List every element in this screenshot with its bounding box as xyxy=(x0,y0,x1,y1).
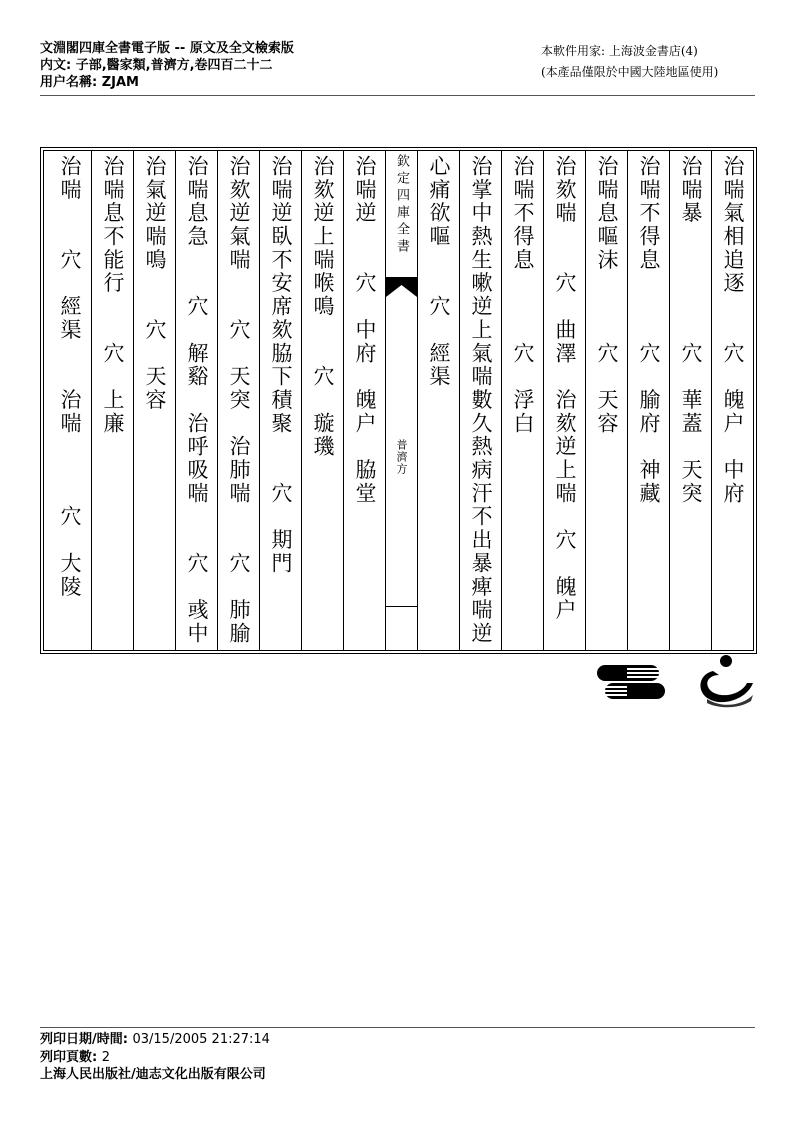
publisher: 上海人民出版社/迪志文化出版有限公司 xyxy=(40,1067,266,1082)
text-column xyxy=(301,151,343,650)
center-title: 欽定四庫全書 xyxy=(394,154,409,256)
column-text: 治喘息急 穴 解谿 治呼吸喘 穴 彧中 xyxy=(185,155,209,646)
header-license xyxy=(541,42,718,84)
text-column xyxy=(91,151,133,650)
text-column xyxy=(543,151,585,650)
header-user xyxy=(40,74,294,91)
text-column xyxy=(175,151,217,650)
column-text: 治欬逆上喘喉鳴 穴 璇璣 xyxy=(311,155,335,459)
center-divider xyxy=(386,606,417,607)
column-text: 治喘逆 穴 中府 魄户 脇堂 xyxy=(353,155,377,506)
column-text: 治氣逆喘鳴 穴 天容 xyxy=(143,155,167,412)
print-pages-value: 2 xyxy=(101,1049,111,1065)
column-text: 治欬喘 穴 曲澤 治欬逆上喘 穴 魄户 xyxy=(553,155,577,622)
publisher-logo-books-icon xyxy=(597,665,667,701)
text-column xyxy=(49,151,91,650)
print-datetime-value: 03/15/2005 21:27:14 xyxy=(132,1032,270,1047)
header-content-path xyxy=(40,57,294,74)
column-text: 治喘息不能行 穴 上廉 xyxy=(101,155,125,436)
header-title: 文淵閣四庫全書電子版 -- 原文及全文檢索版 xyxy=(40,41,294,56)
column-text: 治喘息嘔沫 穴 天容 xyxy=(595,155,619,436)
text-column xyxy=(585,151,627,650)
column-text: 治喘不得息 穴 浮白 xyxy=(511,155,535,436)
text-column xyxy=(343,151,385,650)
publisher-logo-swirl-icon xyxy=(693,653,757,709)
column-text: 治喘暴 穴 華蓋 天突 xyxy=(679,155,703,506)
column-text: 治喘不得息 穴 腧府 神藏 xyxy=(637,155,661,506)
licensee: 本軟件用家: 上海波金書店(4) xyxy=(541,44,698,58)
user-label: 用户名稱: xyxy=(40,75,98,90)
column-text: 治欬逆氣喘 穴 天突 治肺喘 穴 肺腧 xyxy=(227,155,251,646)
restriction: (本產品僅限於中國大陸地區使用) xyxy=(541,65,719,79)
header-divider xyxy=(40,95,755,96)
user-value: ZJAM xyxy=(101,75,139,90)
column-text: 治喘逆臥不安席欬脇下積聚 穴 期門 xyxy=(269,155,293,576)
column-text: 治掌中熱生嗽逆上氣喘數久熱病汗不出暴痺喘逆 xyxy=(469,155,493,646)
print-pages-label: 列印頁數: xyxy=(40,1049,98,1065)
column-text: 心痛欲嘔 穴 經渠 xyxy=(427,155,451,389)
text-column xyxy=(711,151,753,650)
column-text: 治喘氣相追逐 穴 魄户 中府 xyxy=(721,155,745,506)
column-text: 治喘 穴 經渠 治喘 穴 大陵 xyxy=(58,155,82,599)
header-info xyxy=(40,40,294,91)
print-datetime xyxy=(40,1031,270,1049)
text-column xyxy=(501,151,543,650)
text-column xyxy=(669,151,711,650)
text-column xyxy=(259,151,301,650)
content-value: 子部,醫家類,普濟方,卷四百二十二 xyxy=(75,58,273,73)
text-column xyxy=(217,151,259,650)
content-label: 内文: xyxy=(40,58,72,73)
text-column xyxy=(459,151,501,650)
footer-info xyxy=(40,1031,270,1084)
footer-divider xyxy=(40,1027,755,1028)
fishtail-mark-icon xyxy=(386,277,417,297)
print-pages xyxy=(40,1049,270,1067)
center-fold-column xyxy=(385,151,417,650)
text-columns xyxy=(44,151,753,650)
text-column xyxy=(133,151,175,650)
text-column xyxy=(627,151,669,650)
text-column xyxy=(417,151,459,650)
page-frame xyxy=(40,147,757,654)
center-book-title: 普濟方 xyxy=(395,439,408,475)
print-datetime-label: 列印日期/時間: xyxy=(40,1032,128,1047)
